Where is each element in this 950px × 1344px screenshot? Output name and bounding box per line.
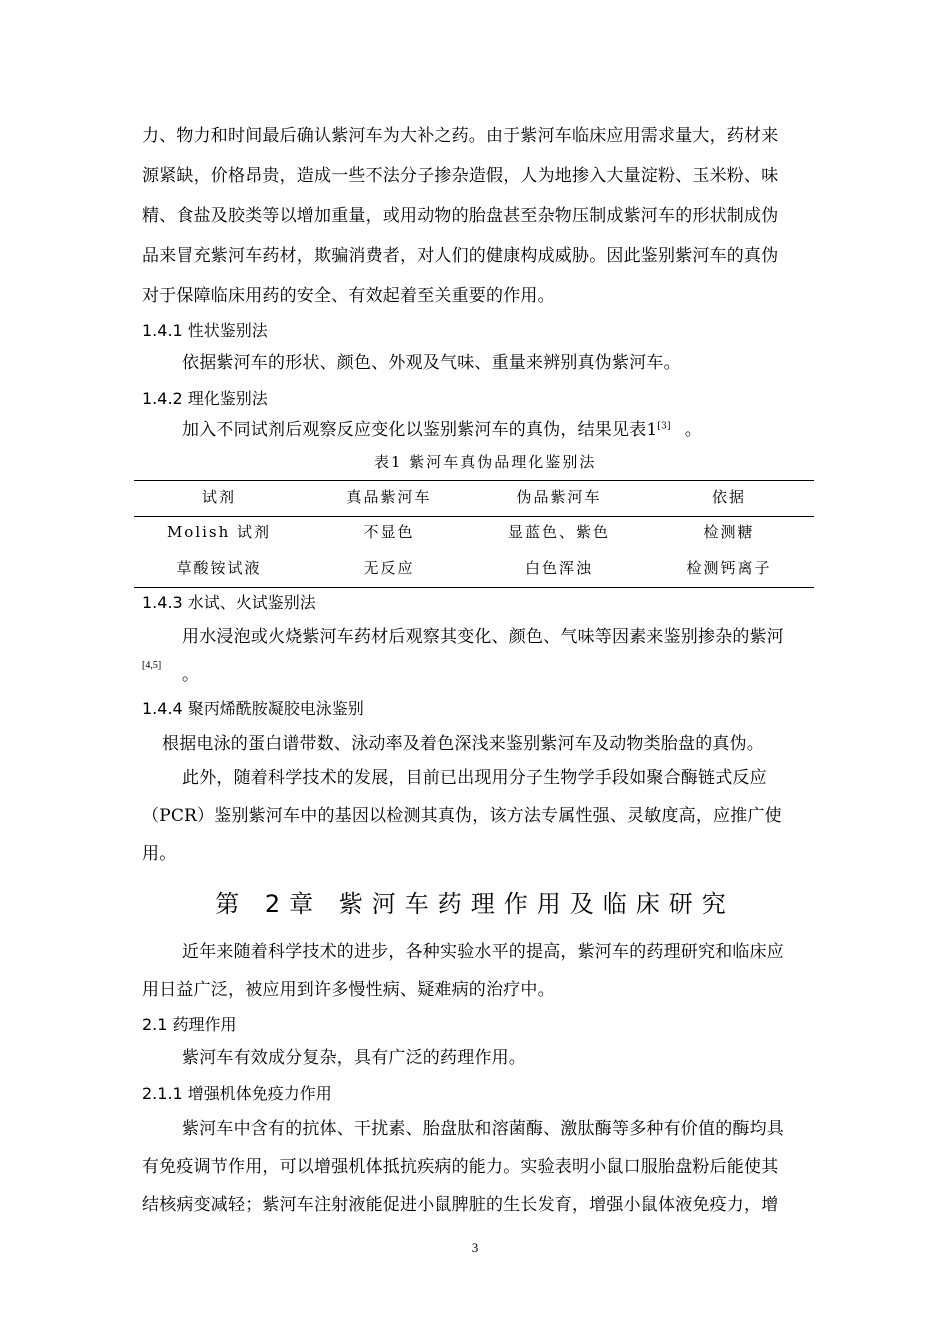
paragraph-line: 根据电泳的蛋白谱带数、泳动率及着色深浅来鉴别紫河车及动物类胎盘的真伪。: [162, 734, 764, 754]
table-cell: 检测钙离子: [686, 559, 772, 577]
section-heading-1-4-1: 1.4.1 性状鉴别法: [142, 321, 268, 340]
paragraph-line: 品来冒充紫河车药材，欺骗消费者，对人们的健康构成威胁。因此鉴别紫河车的真伪: [142, 246, 779, 266]
table-cell: 显蓝色、紫色: [507, 523, 610, 541]
table-header-cell: 试剂: [201, 488, 236, 506]
section-heading-1-4-2: 1.4.2 理化鉴别法: [142, 389, 268, 408]
table-cell: 不显色: [363, 523, 415, 541]
paragraph-line: 结核病变减轻；紫河车注射液能促进小鼠脾脏的生长发育，增强小鼠体液免疫力，增: [142, 1195, 779, 1215]
paragraph-line: 用。: [142, 844, 177, 864]
paragraph-line: [182, 420, 702, 440]
paragraph-line: （PCR）鉴别紫河车中的基因以检测其真伪，该方法专属性强、灵敏度高，应推广使: [142, 806, 782, 826]
paragraph-line: 此外，随着科学技术的发展，目前已出现用分子生物学手段如聚合酶链式反应: [182, 768, 767, 788]
table-cell: 无反应: [363, 559, 415, 577]
paragraph-end: 。: [182, 665, 200, 685]
paragraph-line: 用水浸泡或火烧紫河车药材后观察其变化、颜色、气味等因素来鉴别掺杂的紫河: [182, 627, 784, 647]
table-header-cell: 伪品紫河车: [516, 488, 602, 506]
table-header-cell: 依据: [711, 488, 746, 506]
table-cell: 草酸铵试液: [176, 559, 262, 577]
table-bottom-rule: [134, 587, 814, 588]
paragraph-line: 力、物力和时间最后确认紫河车为大补之药。由于紫河车临床应用需求量大，药材来: [142, 126, 779, 146]
table-cell: 检测糖: [703, 523, 755, 541]
section-heading-1-4-3: 1.4.3 水试、火试鉴别法: [142, 593, 316, 612]
section-heading-2-1: 2.1 药理作用: [142, 1015, 237, 1034]
paragraph-end: 。: [684, 420, 702, 440]
paragraph-line: 近年来随着科学技术的进步，各种实验水平的提高，紫河车的药理研究和临床应: [182, 942, 784, 962]
page-number: 3: [471, 1240, 479, 1255]
paragraph-line: 用日益广泛，被应用到许多慢性病、疑难病的治疗中。: [142, 980, 555, 1000]
paragraph-line: 依据紫河车的形状、颜色、外观及气味、重量来辨别真伪紫河车。: [182, 353, 681, 373]
paragraph-text: 加入不同试剂后观察反应变化以鉴别紫河车的真伪，结果见表1: [182, 420, 658, 440]
paragraph-line: 对于保障临床用药的安全、有效起着至关重要的作用。: [142, 286, 555, 306]
section-heading-1-4-4: 1.4.4 聚丙烯酰胺凝胶电泳鉴别: [142, 699, 364, 718]
paragraph-line: 有免疫调节作用，可以增强机体抵抗疾病的能力。实验表明小鼠口服胎盘粉后能使其: [142, 1157, 779, 1177]
section-heading-2-1-1: 2.1.1 增强机体免疫力作用: [142, 1084, 332, 1103]
table-header-cell: 真品紫河车: [346, 488, 432, 506]
paragraph-line: 紫河车有效成分复杂，具有广泛的药理作用。: [182, 1048, 526, 1068]
paragraph-line: 源紧缺，价格昂贵，造成一些不法分子掺杂造假，人为地掺入大量淀粉、玉米粉、味: [142, 166, 779, 186]
paragraph-line: 精、食盐及胶类等以增加重量，或用动物的胎盘甚至杂物压制成紫河车的形状制成伪: [142, 206, 779, 226]
chapter-title: 第 2章 紫河车药理作用及临床研究: [215, 890, 735, 918]
paragraph-line: 紫河车中含有的抗体、干扰素、胎盘肽和溶菌酶、激肽酶等多种有价值的酶均具: [182, 1119, 784, 1139]
table-cell: Molish 试剂: [166, 523, 272, 541]
citation-ref: [4,5]: [142, 660, 162, 671]
table-caption: 表1 紫河车真伪品理化鉴别法: [374, 453, 597, 471]
table-cell: 白色浑浊: [524, 559, 593, 577]
citation-ref: [3]: [657, 421, 671, 432]
table-top-rule: [134, 480, 814, 481]
table-header-rule: [134, 516, 814, 517]
